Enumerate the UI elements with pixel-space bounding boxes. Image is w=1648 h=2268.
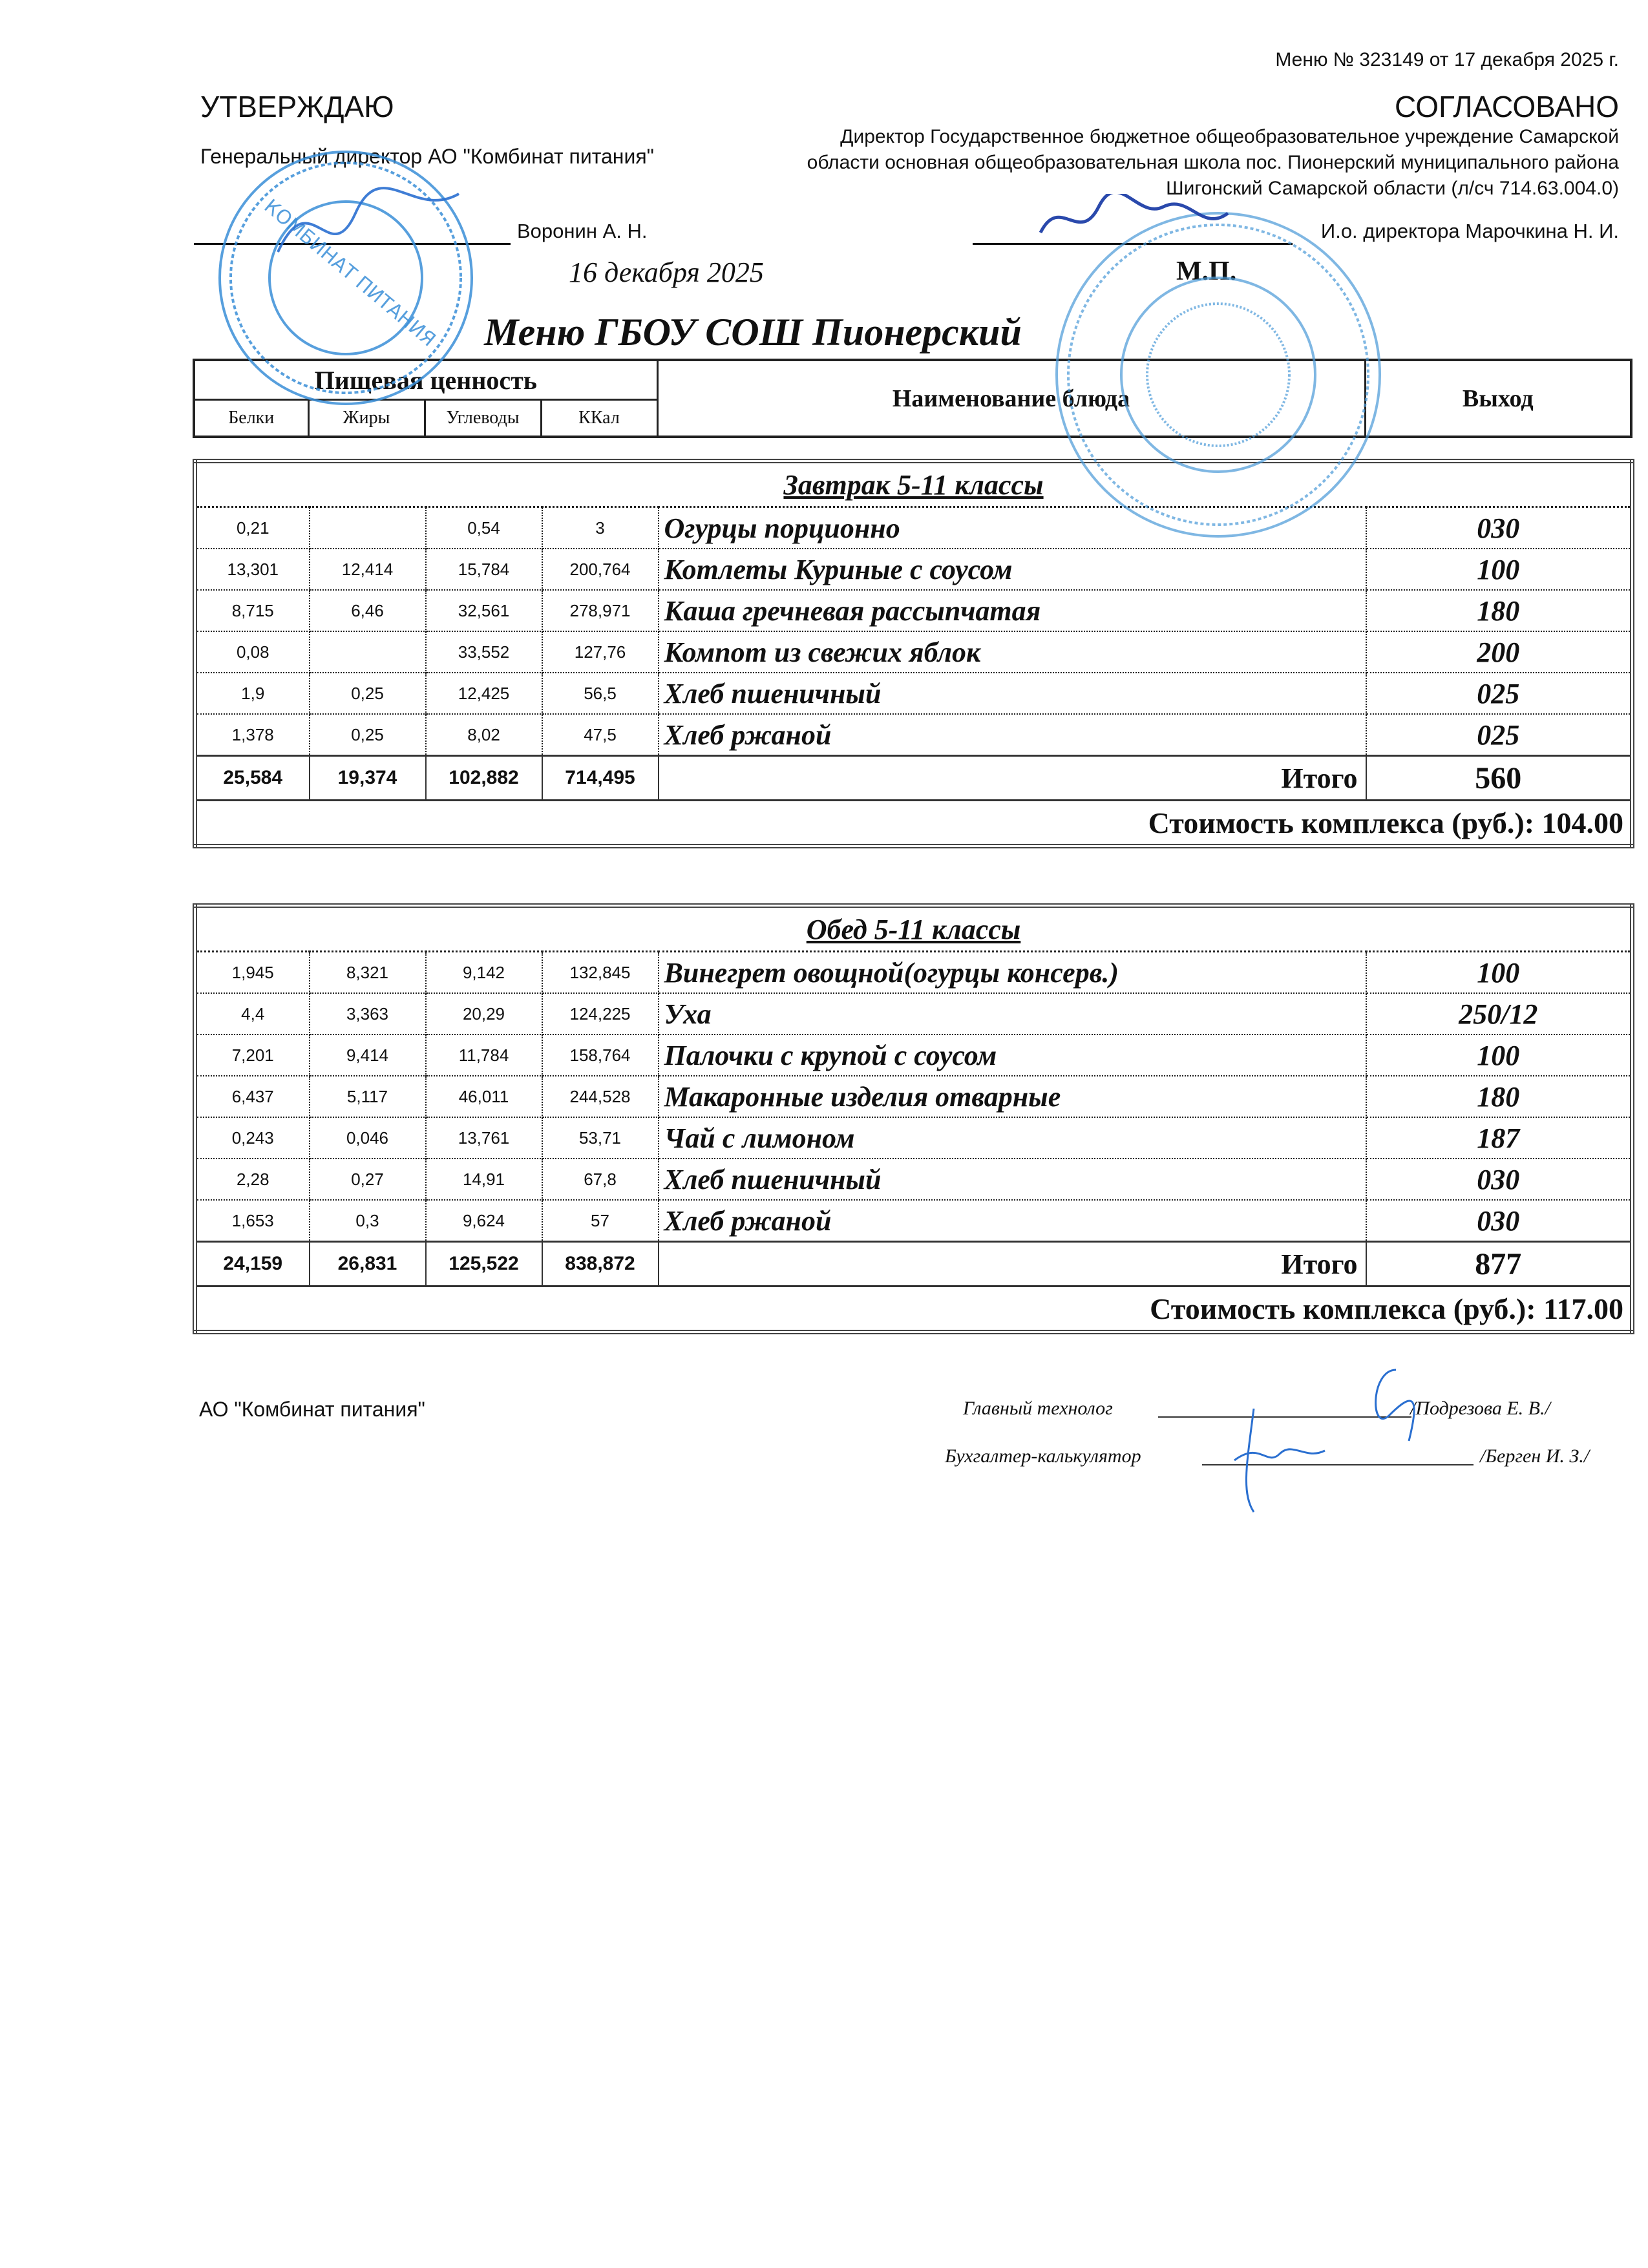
total-yield: 877	[1366, 1242, 1632, 1286]
breakfast-rows	[195, 507, 1632, 756]
protein-cell: 6,437	[195, 1076, 310, 1117]
fat-cell: 5,117	[310, 1076, 426, 1117]
yield-cell: 100	[1366, 549, 1632, 590]
dish-name-cell: Хлеб пшеничный	[659, 673, 1366, 714]
approve-name: Воронин А. Н.	[517, 220, 648, 242]
total-yield: 560	[1366, 756, 1632, 801]
carbs-cell: 20,29	[426, 993, 542, 1034]
yield-cell: 030	[1366, 1159, 1632, 1200]
yield-cell: 025	[1366, 714, 1632, 756]
technologist-label: Главный технолог	[963, 1398, 1113, 1419]
lunch-rows	[195, 952, 1632, 1242]
agree-name: И.о. директора Марочкина Н. И.	[1320, 220, 1619, 242]
menu-number: Меню № 323149 от 17 декабря 2025 г.	[1275, 49, 1619, 70]
total-fat: 19,374	[310, 756, 426, 801]
accountant-name: /Берген И. З./	[1480, 1445, 1590, 1467]
total-protein: 25,584	[195, 756, 310, 801]
protein-cell: 8,715	[195, 590, 310, 631]
carbs-cell: 11,784	[426, 1034, 542, 1076]
fat-cell: 0,3	[310, 1200, 426, 1242]
table-row	[195, 631, 1632, 673]
dish-name-cell: Палочки с крупой с соусом	[659, 1034, 1366, 1076]
page-title	[0, 310, 1648, 355]
footer-company: АО "Комбинат питания"	[199, 1398, 425, 1421]
yield-header: Выход	[1365, 360, 1631, 437]
yield-cell: 100	[1366, 952, 1632, 994]
kcal-cell: 127,76	[542, 631, 659, 673]
carbs-cell: 9,624	[426, 1200, 542, 1242]
fat-header: Жиры	[308, 400, 425, 437]
technologist-name: /Подрезова Е. В./	[1410, 1398, 1550, 1419]
table-row	[195, 1159, 1632, 1200]
total-carbs: 102,882	[426, 756, 542, 801]
agree-signature-line	[973, 243, 1293, 245]
table-row	[195, 1076, 1632, 1117]
fat-cell: 0,27	[310, 1159, 426, 1200]
protein-cell: 0,243	[195, 1117, 310, 1159]
yield-cell: 187	[1366, 1117, 1632, 1159]
approve-date: 16 декабря 2025	[569, 257, 764, 288]
lunch-table	[193, 903, 1634, 1334]
agree-role: Директор Государственное бюджетное общеобразовательное учреждение Самарской области основная общеобразовательная школа пос. Пионерский муниципального района Шигонский Самарской области (л/сч 714.63.004.0)	[807, 126, 1619, 199]
dish-name-cell: Котлеты Куриные с соусом	[659, 549, 1366, 590]
total-fat: 26,831	[310, 1242, 426, 1286]
dish-name-cell: Уха	[659, 993, 1366, 1034]
carbs-cell: 33,552	[426, 631, 542, 673]
table-row	[195, 1034, 1632, 1076]
table-row	[195, 1200, 1632, 1242]
breakfast-cost: Стоимость комплекса (руб.): 104.00	[195, 801, 1632, 846]
breakfast-total-row	[195, 756, 1632, 801]
dish-name-cell: Чай с лимоном	[659, 1117, 1366, 1159]
kcal-header: ККал	[541, 400, 657, 437]
page-title-text: Меню ГБОУ СОШ Пионерский	[484, 311, 1022, 353]
kcal-cell: 57	[542, 1200, 659, 1242]
protein-header: Белки	[194, 400, 308, 437]
dish-name-cell: Огурцы порционно	[659, 507, 1366, 549]
dish-name-cell: Каша гречневая рассыпчатая	[659, 590, 1366, 631]
table-row	[195, 993, 1632, 1034]
carbs-cell: 9,142	[426, 952, 542, 994]
carbs-cell: 14,91	[426, 1159, 542, 1200]
protein-cell: 2,28	[195, 1159, 310, 1200]
dish-name-cell: Винегрет овощной(огурцы консерв.)	[659, 952, 1366, 994]
kcal-cell: 53,71	[542, 1117, 659, 1159]
table-row	[195, 507, 1632, 549]
accountant-signature-line	[1202, 1464, 1474, 1465]
kcal-cell: 244,528	[542, 1076, 659, 1117]
technologist-signature-line	[1158, 1416, 1411, 1418]
dish-name-header: Наименование блюда	[657, 360, 1365, 437]
total-label: Итого	[659, 1242, 1366, 1286]
fat-cell: 9,414	[310, 1034, 426, 1076]
table-row	[195, 1117, 1632, 1159]
yield-cell: 100	[1366, 1034, 1632, 1076]
fat-cell: 0,25	[310, 714, 426, 756]
lunch-title: Обед 5-11 классы	[195, 906, 1632, 952]
dish-name-cell: Макаронные изделия отварные	[659, 1076, 1366, 1117]
protein-cell: 0,21	[195, 507, 310, 549]
footer-signatures-icon	[1176, 1363, 1448, 1531]
dish-name-cell: Хлеб ржаной	[659, 1200, 1366, 1242]
protein-cell: 0,08	[195, 631, 310, 673]
lunch-cost: Стоимость комплекса (руб.): 117.00	[195, 1286, 1632, 1332]
approve-title: УТВЕРЖДАЮ	[200, 90, 394, 123]
kcal-cell: 278,971	[542, 590, 659, 631]
table-row	[195, 714, 1632, 756]
agree-title: СОГЛАСОВАНО	[1395, 90, 1619, 123]
fat-cell	[310, 631, 426, 673]
total-carbs: 125,522	[426, 1242, 542, 1286]
lunch-total-row	[195, 1242, 1632, 1286]
protein-cell: 1,9	[195, 673, 310, 714]
carbs-cell: 32,561	[426, 590, 542, 631]
yield-cell: 025	[1366, 673, 1632, 714]
dish-name-cell: Хлеб пшеничный	[659, 1159, 1366, 1200]
table-row	[195, 952, 1632, 994]
protein-cell: 1,653	[195, 1200, 310, 1242]
total-protein: 24,159	[195, 1242, 310, 1286]
kcal-cell: 124,225	[542, 993, 659, 1034]
fat-cell: 8,321	[310, 952, 426, 994]
protein-cell: 1,378	[195, 714, 310, 756]
kcal-cell: 158,764	[542, 1034, 659, 1076]
yield-cell: 180	[1366, 590, 1632, 631]
fat-cell: 0,046	[310, 1117, 426, 1159]
protein-cell: 13,301	[195, 549, 310, 590]
kcal-cell: 67,8	[542, 1159, 659, 1200]
carbs-header: Углеводы	[425, 400, 541, 437]
yield-cell: 250/12	[1366, 993, 1632, 1034]
carbs-cell: 13,761	[426, 1117, 542, 1159]
fat-cell: 6,46	[310, 590, 426, 631]
accountant-label: Бухгалтер-калькулятор	[945, 1445, 1141, 1467]
table-row	[195, 673, 1632, 714]
carbs-cell: 46,011	[426, 1076, 542, 1117]
kcal-cell: 3	[542, 507, 659, 549]
yield-cell: 030	[1366, 507, 1632, 549]
total-kcal: 714,495	[542, 756, 659, 801]
kcal-cell: 56,5	[542, 673, 659, 714]
yield-cell: 030	[1366, 1200, 1632, 1242]
approve-role: Генеральный директор АО "Комбинат питания"	[200, 145, 655, 168]
kcal-cell: 200,764	[542, 549, 659, 590]
table-row	[195, 549, 1632, 590]
approve-signature-line	[194, 243, 511, 245]
table-row	[195, 590, 1632, 631]
yield-cell: 200	[1366, 631, 1632, 673]
carbs-cell: 8,02	[426, 714, 542, 756]
breakfast-table	[193, 459, 1634, 848]
yield-cell: 180	[1366, 1076, 1632, 1117]
total-kcal: 838,872	[542, 1242, 659, 1286]
total-label: Итого	[659, 756, 1366, 801]
carbs-cell: 0,54	[426, 507, 542, 549]
fat-cell: 3,363	[310, 993, 426, 1034]
breakfast-title: Завтрак 5-11 классы	[195, 461, 1632, 507]
nutrition-group-header: Пищевая ценность	[194, 360, 657, 400]
kcal-cell: 47,5	[542, 714, 659, 756]
protein-cell: 1,945	[195, 952, 310, 994]
dish-name-cell: Хлеб ржаной	[659, 714, 1366, 756]
stamp-place-label: М.П.	[1176, 257, 1237, 286]
fat-cell	[310, 507, 426, 549]
dish-name-cell: Компот из свежих яблок	[659, 631, 1366, 673]
kcal-cell: 132,845	[542, 952, 659, 994]
svg-text:КОМБИНАТ ПИТАНИЯ: КОМБИНАТ ПИТАНИЯ	[259, 194, 440, 352]
carbs-cell: 15,784	[426, 549, 542, 590]
fat-cell: 12,414	[310, 549, 426, 590]
protein-cell: 4,4	[195, 993, 310, 1034]
carbs-cell: 12,425	[426, 673, 542, 714]
column-header-table	[193, 359, 1632, 438]
fat-cell: 0,25	[310, 673, 426, 714]
protein-cell: 7,201	[195, 1034, 310, 1076]
